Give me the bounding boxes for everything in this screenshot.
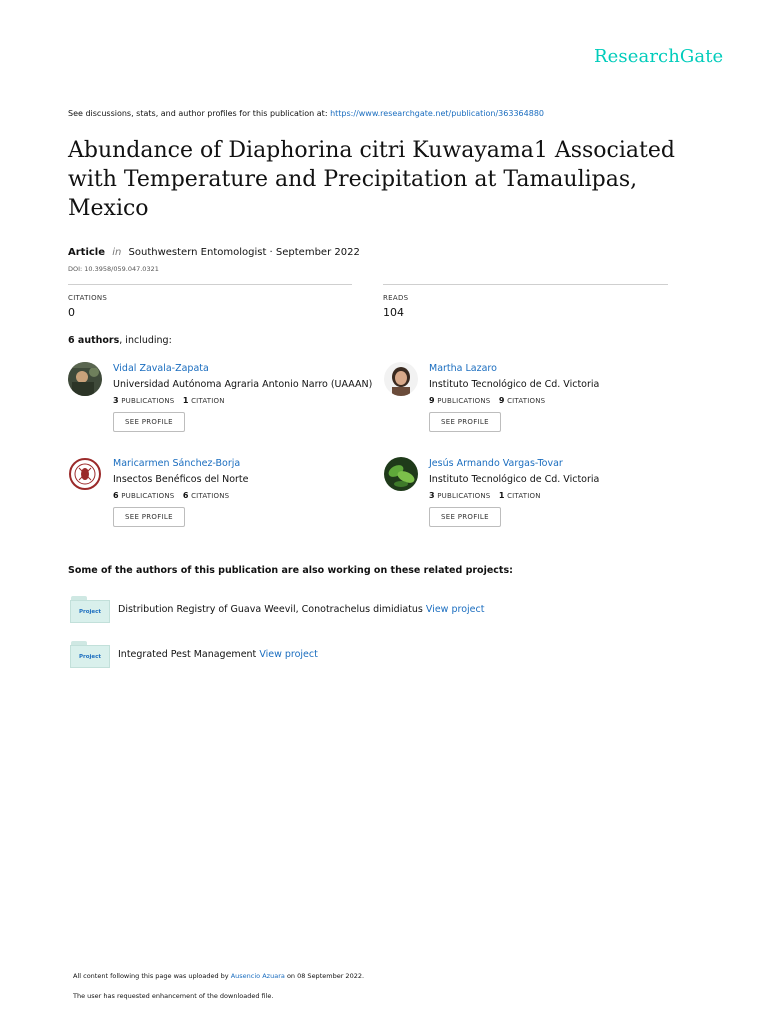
- author-name[interactable]: Jesús Armando Vargas-Tovar: [429, 458, 563, 469]
- see-profile-button[interactable]: SEE PROFILE: [113, 412, 185, 432]
- view-project-link[interactable]: View project: [425, 604, 485, 615]
- citations-label: CITATION: [191, 397, 225, 405]
- upload-prefix: All content following this page was uploaded by: [73, 972, 229, 980]
- see-profile-button[interactable]: SEE PROFILE: [429, 412, 501, 432]
- author-institution: Instituto Tecnológico de Cd. Victoria: [429, 379, 600, 390]
- citations-value: 0: [68, 306, 75, 319]
- citations-count: 9: [498, 396, 505, 405]
- author-stats: [113, 491, 383, 500]
- enhancement-note: The user has requested enhancement of the downloaded file.: [73, 992, 274, 1000]
- project-folder-icon[interactable]: [70, 596, 110, 624]
- author-card: [68, 362, 373, 446]
- project-title: Integrated Pest Management: [118, 649, 257, 660]
- author-stats: [113, 396, 383, 405]
- author-card: [384, 457, 684, 541]
- publications-count: 3: [429, 491, 435, 500]
- project-icon-label: Project: [70, 600, 110, 623]
- project-folder-icon[interactable]: [70, 641, 110, 669]
- project-icon-label: Project: [70, 645, 110, 668]
- avatar-photo-icon: [384, 362, 418, 396]
- article-type: Article: [68, 247, 106, 258]
- authors-including: , including:: [119, 335, 172, 346]
- avatar[interactable]: [384, 362, 418, 396]
- citations-label: CITATIONS: [68, 294, 108, 302]
- publications-label: PUBLICATIONS: [121, 397, 175, 405]
- see-profile-button[interactable]: SEE PROFILE: [113, 507, 185, 527]
- upload-suffix: on 08 September 2022.: [286, 972, 365, 980]
- upload-note: [73, 972, 364, 980]
- citations-label: CITATIONS: [191, 492, 230, 500]
- citations-count: 1: [182, 396, 189, 405]
- publication-url-link[interactable]: https://www.researchgate.net/publication/363364880: [330, 109, 544, 118]
- author-name[interactable]: Maricarmen Sánchez-Borja: [113, 458, 241, 469]
- authors-count: 6 authors: [68, 335, 120, 346]
- venue-date: Southwestern Entomologist · September 2022: [128, 247, 360, 258]
- citations-count: 1: [498, 491, 505, 500]
- publications-count: 3: [113, 396, 119, 405]
- see-profile-button[interactable]: SEE PROFILE: [429, 507, 501, 527]
- doi: DOI: 10.3958/059.047.0321: [68, 265, 159, 273]
- avatar[interactable]: [68, 362, 102, 396]
- article-meta: [68, 247, 360, 258]
- avatar-logo-icon: [68, 457, 102, 491]
- avatar[interactable]: [384, 457, 418, 491]
- related-projects-heading: Some of the authors of this publication are also working on these related projects:: [68, 565, 513, 576]
- citations-label: CITATION: [507, 492, 541, 500]
- author-card: [68, 457, 368, 541]
- project-row: [70, 596, 630, 626]
- citations-label: CITATIONS: [507, 397, 546, 405]
- authors-heading: [68, 335, 172, 346]
- author-name[interactable]: Vidal Zavala-Zapata: [113, 363, 209, 374]
- discussion-text: See discussions, stats, and author profiles for this publication at:: [68, 109, 328, 118]
- author-institution: Insectos Benéficos del Norte: [113, 474, 249, 485]
- uploader-link[interactable]: Ausencio Azuara: [230, 972, 285, 980]
- publications-count: 9: [429, 396, 435, 405]
- author-name[interactable]: Martha Lazaro: [429, 363, 497, 374]
- reads-value: 104: [383, 306, 404, 319]
- author-institution: Instituto Tecnológico de Cd. Victoria: [429, 474, 600, 485]
- author-institution: Universidad Autónoma Agraria Antonio Narro (UAAAN): [113, 379, 373, 390]
- author-stats: [429, 396, 699, 405]
- reads-label: READS: [383, 294, 409, 302]
- reads-divider: [383, 284, 668, 285]
- view-project-link[interactable]: View project: [259, 649, 318, 660]
- publications-count: 6: [113, 491, 119, 500]
- avatar-photo-icon: [384, 457, 418, 491]
- publications-label: PUBLICATIONS: [437, 397, 491, 405]
- author-stats: [429, 491, 699, 500]
- author-card: [384, 362, 684, 446]
- project-title: Distribution Registry of Guava Weevil, Conotrachelus dimidiatus: [118, 604, 423, 615]
- researchgate-logo[interactable]: ResearchGate: [594, 46, 724, 67]
- citations-count: 6: [182, 491, 189, 500]
- article-title: Abundance of Diaphorina citri Kuwayama1 Associated with Temperature and Precipitation at Tamaulipas, Mexico: [68, 138, 675, 221]
- in-label: in: [112, 247, 122, 258]
- publications-label: PUBLICATIONS: [121, 492, 175, 500]
- publications-label: PUBLICATIONS: [437, 492, 491, 500]
- discussion-line: [68, 109, 544, 118]
- project-row: [70, 641, 630, 671]
- avatar-photo-icon: [68, 362, 102, 396]
- avatar[interactable]: [68, 457, 102, 491]
- citations-divider: [68, 284, 352, 285]
